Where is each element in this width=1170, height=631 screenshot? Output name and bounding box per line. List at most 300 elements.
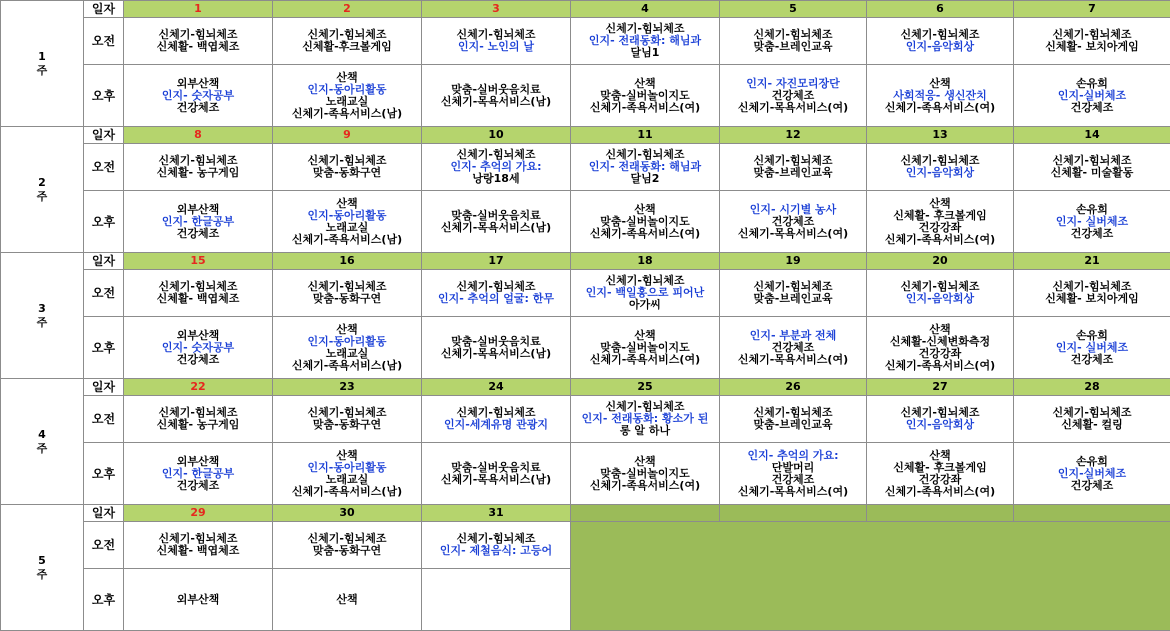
activity-line: 건강강좌 (867, 474, 1013, 486)
activity-line: 건강체조 (1014, 102, 1170, 114)
am-activity-cell (1014, 144, 1170, 191)
week-number: 4 (1, 428, 83, 442)
date-cell: 4 (571, 1, 720, 18)
am-activity-cell (571, 144, 720, 191)
date-cell: 1 (124, 1, 273, 18)
activity-line: 낭랑18세 (422, 173, 570, 185)
activity-line: 인지- 노인의 날 (422, 41, 570, 53)
activity-line: 신체활-신체변화측정 (867, 336, 1013, 348)
activity-line: 신체기-힘뇌체조 (1014, 29, 1170, 41)
date-row-label: 일자 (84, 253, 124, 270)
activity-line: 신체기-족욕서비스(남) (273, 486, 421, 498)
am-activity-cell (273, 270, 422, 317)
activity-line: 신체기-족욕서비스(여) (571, 228, 719, 240)
activity-line: 산책 (273, 72, 421, 84)
activity-line: 신체기-힘뇌체조 (422, 149, 570, 161)
activity-line: 신체활- 농구게임 (124, 167, 272, 179)
activity-line: 맞춤-브레인교육 (720, 41, 866, 53)
activity-line: 사회적응- 생신잔치 (867, 90, 1013, 102)
am-label: 오전 (84, 396, 124, 443)
am-activity-cell (422, 270, 571, 317)
am-activity-cell (720, 144, 867, 191)
pm-activity-cell (867, 317, 1014, 379)
date-cell: 15 (124, 253, 273, 270)
activity-line: 신체활-후크볼게임 (273, 41, 421, 53)
activity-line: 신체기-목욕서비스(여) (720, 486, 866, 498)
activity-line: 신체기-족욕서비스(남) (273, 108, 421, 120)
am-row (1, 522, 1170, 569)
pm-activity-cell (867, 191, 1014, 253)
am-activity-cell (124, 144, 273, 191)
date-row-label: 일자 (84, 505, 124, 522)
week-suffix: 주 (1, 316, 83, 330)
am-activity-cell (273, 522, 422, 569)
am-activity-cell (720, 396, 867, 443)
activity-line: 건강강좌 (867, 348, 1013, 360)
am-label: 오전 (84, 18, 124, 65)
am-activity-cell (124, 270, 273, 317)
date-cell: 7 (1014, 1, 1170, 18)
am-activity-cell (124, 522, 273, 569)
activity-line: 신체기-힘뇌체조 (720, 281, 866, 293)
am-activity-cell (124, 396, 273, 443)
date-cell: 3 (422, 1, 571, 18)
activity-line: 인지- 숫자공부 (124, 342, 272, 354)
pm-label: 오후 (84, 317, 124, 379)
date-cell: 30 (273, 505, 422, 522)
activity-line: 인지- 추억의 가요: (720, 450, 866, 462)
activity-line: 신체활- 보치아게임 (1014, 293, 1170, 305)
week-label (1, 1, 84, 127)
pm-row (1, 65, 1170, 127)
date-cell: 21 (1014, 253, 1170, 270)
pm-activity-cell (720, 65, 867, 127)
activity-line: 노래교실 (273, 348, 421, 360)
activity-line: 맞춤-실버웃음치료 (422, 210, 570, 222)
am-activity-cell (571, 270, 720, 317)
activity-line: 인지-실버체조 (1014, 90, 1170, 102)
activity-line: 건강체조 (720, 216, 866, 228)
activity-line: 신체기-힘뇌체조 (422, 407, 570, 419)
activity-line: 신체기-힘뇌체조 (422, 29, 570, 41)
pm-activity-cell (571, 191, 720, 253)
activity-line: 신체기-힘뇌체조 (124, 281, 272, 293)
activity-line: 노래교실 (273, 474, 421, 486)
activity-line: 건강체조 (1014, 228, 1170, 240)
activity-line: 신체기-힘뇌체조 (867, 29, 1013, 41)
activity-line: 신체기-힘뇌체조 (1014, 155, 1170, 167)
date-row-label: 일자 (84, 1, 124, 18)
date-cell: 24 (422, 379, 571, 396)
activity-line: 신체기-힘뇌체조 (867, 407, 1013, 419)
week-number: 2 (1, 176, 83, 190)
activity-line: 손유희 (1014, 204, 1170, 216)
activity-line: 신체기-힘뇌체조 (720, 29, 866, 41)
am-activity-cell (1014, 18, 1170, 65)
date-cell: 14 (1014, 127, 1170, 144)
activity-line: 맞춤-실버웃음치료 (422, 462, 570, 474)
week-label (1, 127, 84, 253)
am-activity-cell (867, 18, 1014, 65)
activity-line: 인지- 자진모리장단 (720, 78, 866, 90)
activity-line: 신체활- 농구게임 (124, 419, 272, 431)
activity-line: 외부산책 (124, 78, 272, 90)
date-cell: 8 (124, 127, 273, 144)
activity-line: 외부산책 (124, 330, 272, 342)
activity-line: 인지- 백일홍으로 피어난 (571, 287, 719, 299)
activity-line: 신체기-힘뇌체조 (124, 407, 272, 419)
pm-activity-cell (124, 191, 273, 253)
activity-line: 인지- 부분과 전체 (720, 330, 866, 342)
week-suffix: 주 (1, 190, 83, 204)
activity-line: 손유희 (1014, 78, 1170, 90)
date-cell: 22 (124, 379, 273, 396)
am-activity-cell (720, 18, 867, 65)
am-activity-cell (571, 396, 720, 443)
activity-line: 신체활- 백엽체조 (124, 41, 272, 53)
activity-line: 신체기-족욕서비스(여) (867, 234, 1013, 246)
pm-activity-cell (273, 569, 422, 631)
activity-line: 신체기-힘뇌체조 (571, 401, 719, 413)
activity-line: 맞춤-동화구연 (273, 167, 421, 179)
activity-line: 산책 (867, 450, 1013, 462)
week-number: 3 (1, 302, 83, 316)
activity-line: 맞춤-동화구연 (273, 293, 421, 305)
pm-label: 오후 (84, 65, 124, 127)
activity-line: 산책 (867, 324, 1013, 336)
activity-line: 맞춤-브레인교육 (720, 419, 866, 431)
activity-line: 인지- 전래동화: 해님과 (571, 161, 719, 173)
am-activity-cell (124, 18, 273, 65)
date-cell: 11 (571, 127, 720, 144)
pm-activity-cell (571, 317, 720, 379)
activity-line: 신체기-힘뇌체조 (422, 281, 570, 293)
activity-line: 신체활- 후크볼게임 (867, 462, 1013, 474)
date-cell: 13 (867, 127, 1014, 144)
activity-line: 건강체조 (124, 354, 272, 366)
date-cell (1014, 505, 1170, 522)
activity-line: 신체기-힘뇌체조 (720, 407, 866, 419)
date-header-row (1, 1, 1170, 18)
pm-activity-cell (720, 191, 867, 253)
activity-line: 아가씨 (571, 299, 719, 311)
week-number: 1 (1, 50, 83, 64)
am-activity-cell (422, 144, 571, 191)
date-cell: 19 (720, 253, 867, 270)
date-row-label: 일자 (84, 379, 124, 396)
date-cell: 20 (867, 253, 1014, 270)
pm-activity-cell (720, 443, 867, 505)
pm-activity-cell (571, 65, 720, 127)
pm-activity-cell (720, 317, 867, 379)
activity-line: 신체기-목욕서비스(남) (422, 222, 570, 234)
pm-activity-cell (867, 65, 1014, 127)
am-label: 오전 (84, 522, 124, 569)
date-cell: 6 (867, 1, 1014, 18)
date-header-row (1, 379, 1170, 396)
activity-line: 인지-음악회상 (867, 293, 1013, 305)
am-activity-cell (720, 270, 867, 317)
pm-activity-cell (273, 65, 422, 127)
activity-line: 신체기-힘뇌체조 (571, 275, 719, 287)
activity-line: 신체기-힘뇌체조 (571, 23, 719, 35)
activity-line: 신체기-힘뇌체조 (273, 155, 421, 167)
date-cell: 17 (422, 253, 571, 270)
activity-line: 신체기-목욕서비스(남) (422, 348, 570, 360)
activity-line: 인지- 실버체조 (1014, 342, 1170, 354)
am-activity-cell (867, 396, 1014, 443)
activity-line: 인지- 전래동화: 황소가 된 (571, 413, 719, 425)
pm-row (1, 317, 1170, 379)
pm-activity-cell (422, 317, 571, 379)
activity-line: 신체기-족욕서비스(여) (867, 102, 1013, 114)
activity-line: 신체기-힘뇌체조 (571, 149, 719, 161)
activity-line: 신체기-힘뇌체조 (273, 407, 421, 419)
date-row-label: 일자 (84, 127, 124, 144)
activity-line: 맞춤-실버놀이지도 (571, 342, 719, 354)
date-cell: 18 (571, 253, 720, 270)
activity-line: 맞춤-브레인교육 (720, 293, 866, 305)
activity-line: 맞춤-동화구연 (273, 419, 421, 431)
activity-line: 신체기-족욕서비스(여) (867, 486, 1013, 498)
activity-line: 인지-음악회상 (867, 167, 1013, 179)
activity-line: 신체기-족욕서비스(여) (571, 480, 719, 492)
activity-line: 달님1 (571, 47, 719, 59)
activity-line: 인지- 전래동화: 해님과 (571, 35, 719, 47)
activity-line: 손유희 (1014, 456, 1170, 468)
pm-label: 오후 (84, 443, 124, 505)
pm-activity-cell (422, 191, 571, 253)
am-label: 오전 (84, 270, 124, 317)
activity-line: 인지- 제철음식: 고등어 (422, 545, 570, 557)
week-suffix: 주 (1, 442, 83, 456)
activity-line: 신체기-힘뇌체조 (124, 29, 272, 41)
pm-activity-cell (422, 65, 571, 127)
activity-line: 건강체조 (1014, 480, 1170, 492)
activity-line: 건강체조 (720, 342, 866, 354)
activity-line: 맞춤-브레인교육 (720, 167, 866, 179)
activity-line: 신체활- 백엽체조 (124, 293, 272, 305)
date-cell: 9 (273, 127, 422, 144)
am-row (1, 144, 1170, 191)
activity-line: 신체기-힘뇌체조 (867, 155, 1013, 167)
activity-line: 신체활- 컬링 (1014, 419, 1170, 431)
date-cell: 26 (720, 379, 867, 396)
am-activity-cell (571, 18, 720, 65)
activity-line: 노래교실 (273, 96, 421, 108)
activity-line: 맞춤-실버웃음치료 (422, 336, 570, 348)
schedule-body (1, 1, 1170, 631)
date-cell (720, 505, 867, 522)
activity-line: 신체기-목욕서비스(여) (720, 102, 866, 114)
empty-area (571, 522, 1170, 631)
activity-line: 산책 (273, 198, 421, 210)
pm-label: 오후 (84, 569, 124, 631)
activity-line: 인지- 추억의 얼굴: 한무 (422, 293, 570, 305)
activity-line: 신체기-힘뇌체조 (273, 281, 421, 293)
week-label (1, 253, 84, 379)
activity-line: 인지- 한글공부 (124, 468, 272, 480)
activity-line: 신체기-족욕서비스(남) (273, 234, 421, 246)
week-number: 5 (1, 554, 83, 568)
activity-line: 신체기-힘뇌체조 (124, 155, 272, 167)
am-activity-cell (422, 522, 571, 569)
pm-activity-cell (571, 443, 720, 505)
activity-line: 인지- 추억의 가요: (422, 161, 570, 173)
activity-line: 신체활- 미술활동 (1014, 167, 1170, 179)
activity-line: 신체기-족욕서비스(여) (571, 354, 719, 366)
am-row (1, 270, 1170, 317)
am-row (1, 18, 1170, 65)
pm-activity-cell (124, 65, 273, 127)
am-row (1, 396, 1170, 443)
activity-line: 신체기-족욕서비스(여) (867, 360, 1013, 372)
am-activity-cell (422, 396, 571, 443)
activity-line: 건강체조 (720, 90, 866, 102)
activity-line: 달님2 (571, 173, 719, 185)
activity-line: 신체기-힘뇌체조 (1014, 407, 1170, 419)
activity-line: 산책 (571, 456, 719, 468)
pm-activity-cell (422, 443, 571, 505)
am-activity-cell (273, 144, 422, 191)
pm-activity-cell (1014, 443, 1170, 505)
activity-line: 신체활- 보치아게임 (1014, 41, 1170, 53)
activity-line: 신체기-힘뇌체조 (124, 533, 272, 545)
activity-line: 산책 (571, 204, 719, 216)
activity-line: 신체기-목욕서비스(여) (720, 228, 866, 240)
activity-line: 산책 (273, 450, 421, 462)
am-activity-cell (273, 396, 422, 443)
activity-line: 신체활- 백엽체조 (124, 545, 272, 557)
am-activity-cell (273, 18, 422, 65)
activity-line: 신체기-족욕서비스(남) (273, 360, 421, 372)
activity-line: 신체기-목욕서비스(여) (720, 354, 866, 366)
activity-line: 건강체조 (124, 480, 272, 492)
activity-line: 외부산책 (124, 204, 272, 216)
activity-line: 맞춤-동화구연 (273, 545, 421, 557)
activity-line: 신체기-힘뇌체조 (273, 29, 421, 41)
activity-line: 산책 (867, 198, 1013, 210)
week-label (1, 505, 84, 631)
date-cell: 29 (124, 505, 273, 522)
am-activity-cell (1014, 270, 1170, 317)
activity-line: 신체활- 후크볼게임 (867, 210, 1013, 222)
activity-line: 맞춤-실버놀이지도 (571, 90, 719, 102)
activity-line: 손유희 (1014, 330, 1170, 342)
activity-line: 산책 (273, 594, 421, 606)
date-cell: 12 (720, 127, 867, 144)
pm-activity-cell (1014, 65, 1170, 127)
date-header-row (1, 505, 1170, 522)
activity-line: 산책 (571, 330, 719, 342)
pm-row (1, 443, 1170, 505)
activity-line: 인지-세계유명 관광지 (422, 419, 570, 431)
date-cell: 28 (1014, 379, 1170, 396)
activity-line: 산책 (867, 78, 1013, 90)
am-label: 오전 (84, 144, 124, 191)
activity-line: 신체기-목욕서비스(남) (422, 474, 570, 486)
activity-line: 인지-동아리활동 (273, 462, 421, 474)
pm-activity-cell (273, 443, 422, 505)
activity-line: 신체기-목욕서비스(남) (422, 96, 570, 108)
activity-line: 인지-실버체조 (1014, 468, 1170, 480)
pm-activity-cell (422, 569, 571, 631)
activity-line: 롱 알 하나 (571, 425, 719, 437)
pm-row (1, 191, 1170, 253)
activity-line: 신체기-힘뇌체조 (273, 533, 421, 545)
pm-activity-cell (867, 443, 1014, 505)
am-activity-cell (867, 270, 1014, 317)
date-cell: 31 (422, 505, 571, 522)
activity-line: 건강체조 (1014, 354, 1170, 366)
activity-line: 신체기-힘뇌체조 (867, 281, 1013, 293)
week-suffix: 주 (1, 568, 83, 582)
pm-activity-cell (273, 317, 422, 379)
week-label (1, 379, 84, 505)
activity-line: 인지-음악회상 (867, 41, 1013, 53)
activity-line: 노래교실 (273, 222, 421, 234)
activity-line: 산책 (571, 78, 719, 90)
am-activity-cell (422, 18, 571, 65)
activity-line: 신체기-족욕서비스(여) (571, 102, 719, 114)
activity-line: 인지-음악회상 (867, 419, 1013, 431)
activity-line: 인지-동아리활동 (273, 210, 421, 222)
am-activity-cell (867, 144, 1014, 191)
pm-label: 오후 (84, 191, 124, 253)
pm-activity-cell (1014, 317, 1170, 379)
activity-line: 인지- 시기별 농사 (720, 204, 866, 216)
activity-line: 신체기-힘뇌체조 (1014, 281, 1170, 293)
date-cell: 25 (571, 379, 720, 396)
date-header-row (1, 253, 1170, 270)
pm-activity-cell (124, 569, 273, 631)
activity-line: 단발머리 (720, 462, 866, 474)
date-cell (571, 505, 720, 522)
activity-line: 인지-동아리활동 (273, 336, 421, 348)
activity-line: 맞춤-실버놀이지도 (571, 216, 719, 228)
pm-activity-cell (273, 191, 422, 253)
activity-line: 건강체조 (720, 474, 866, 486)
am-activity-cell (1014, 396, 1170, 443)
date-cell: 2 (273, 1, 422, 18)
date-cell: 27 (867, 379, 1014, 396)
activity-line: 맞춤-실버놀이지도 (571, 468, 719, 480)
activity-line: 인지-동아리활동 (273, 84, 421, 96)
date-cell: 5 (720, 1, 867, 18)
activity-line: 인지- 실버체조 (1014, 216, 1170, 228)
activity-line: 산책 (273, 324, 421, 336)
activity-line: 신체기-힘뇌체조 (720, 155, 866, 167)
week-suffix: 주 (1, 64, 83, 78)
activity-line: 신체기-힘뇌체조 (422, 533, 570, 545)
date-cell: 16 (273, 253, 422, 270)
activity-line: 건강체조 (124, 228, 272, 240)
date-cell: 23 (273, 379, 422, 396)
activity-line: 외부산책 (124, 456, 272, 468)
activity-line: 맞춤-실버웃음치료 (422, 84, 570, 96)
activity-line: 외부산책 (124, 594, 272, 606)
activity-line: 인지- 한글공부 (124, 216, 272, 228)
pm-activity-cell (124, 443, 273, 505)
activity-line: 건강체조 (124, 102, 272, 114)
activity-line: 건강강좌 (867, 222, 1013, 234)
pm-activity-cell (1014, 191, 1170, 253)
date-cell (867, 505, 1014, 522)
activity-line: 인지- 숫자공부 (124, 90, 272, 102)
date-header-row (1, 127, 1170, 144)
pm-activity-cell (124, 317, 273, 379)
date-cell: 10 (422, 127, 571, 144)
